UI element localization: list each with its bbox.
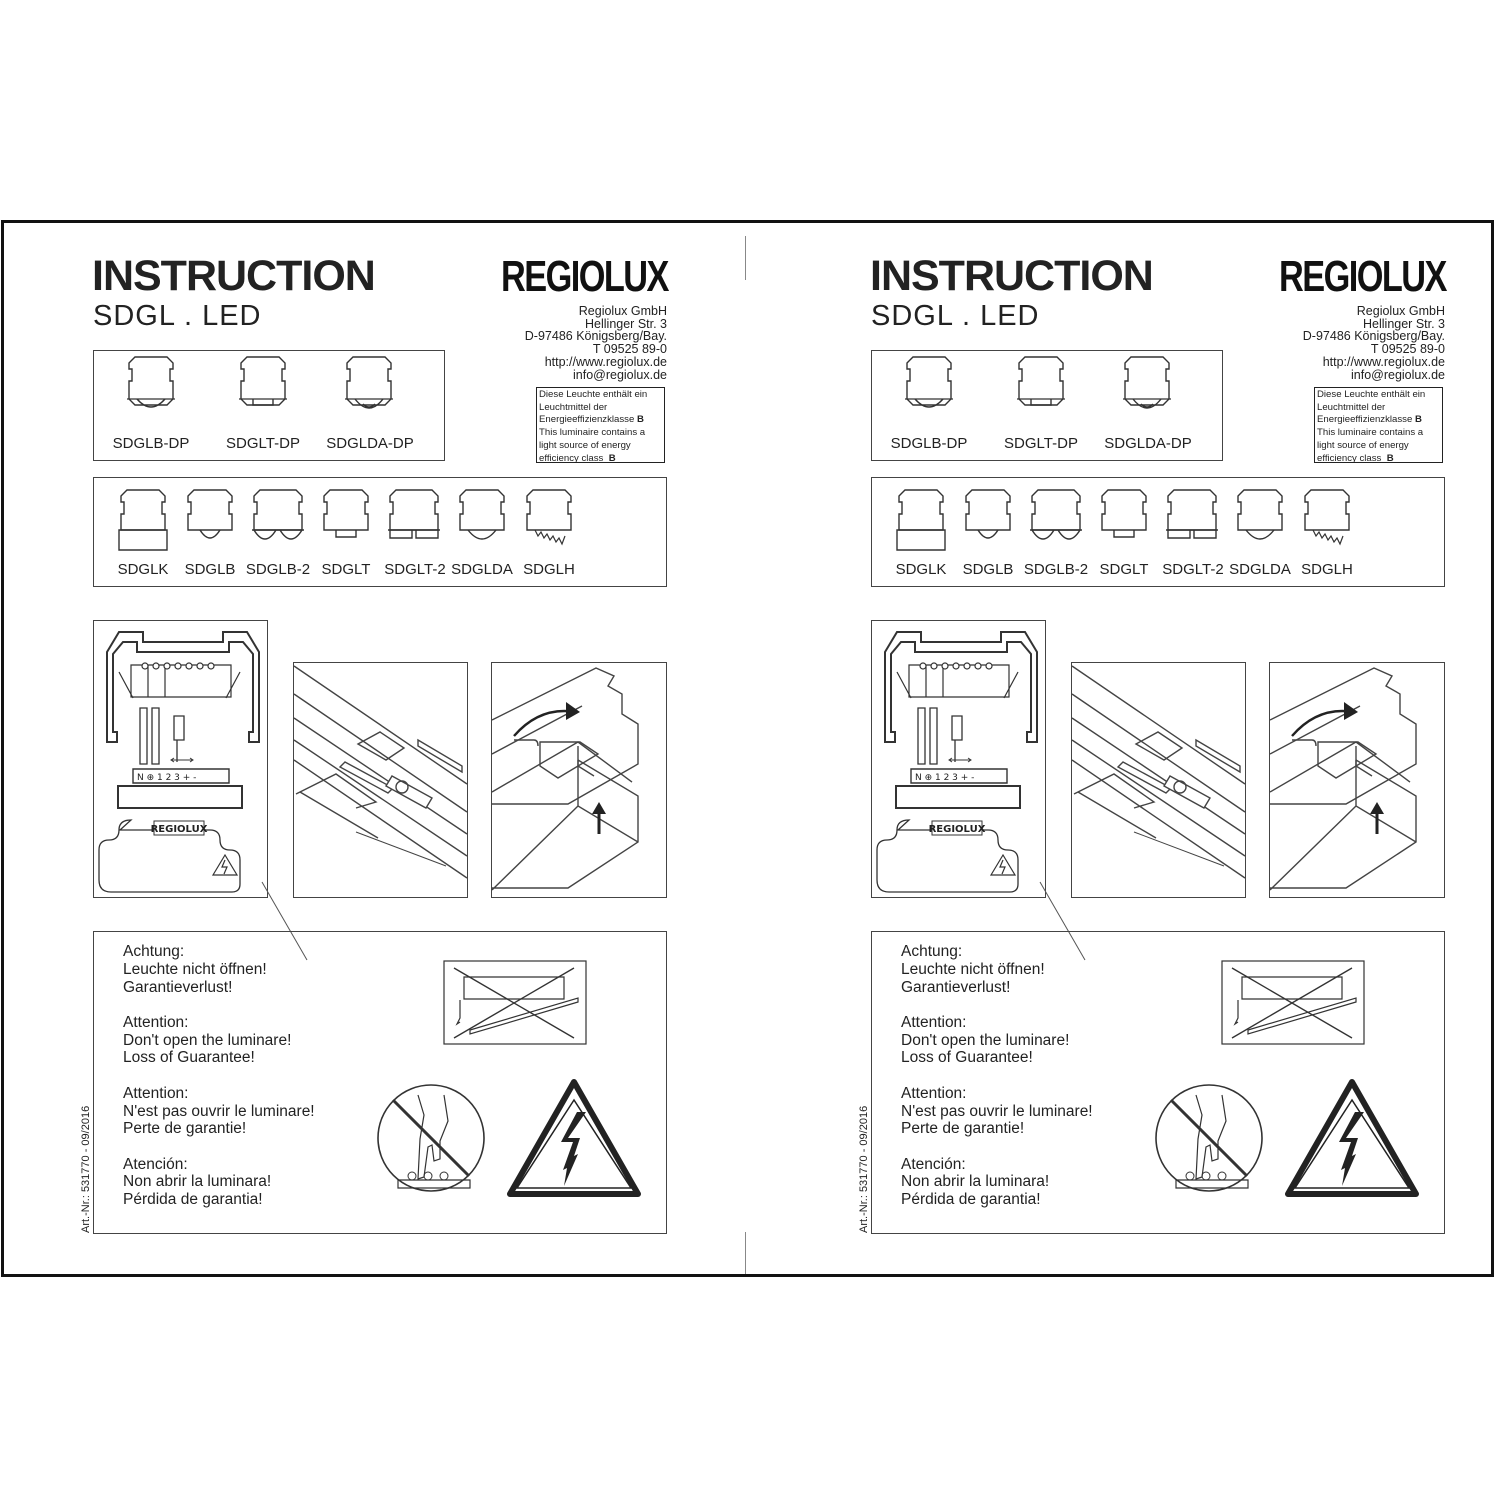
warning-fr: Attention: N'est pas ouvrir le luminare! Perte de garantie! — [901, 1084, 1093, 1138]
energy-line: This luminaire contains a — [1317, 427, 1424, 439]
energy-class: B — [1386, 452, 1394, 464]
address-line: D-97486 Königsberg/Bay. — [1302, 329, 1445, 344]
high-voltage-triangle-icon — [1288, 1082, 1416, 1194]
energy-line: efficiency class — [539, 452, 604, 464]
energy-line: This luminaire contains a — [539, 427, 646, 439]
energy-line: light source of energy — [539, 439, 631, 451]
diagram-brand: REGIOLUX — [928, 824, 986, 835]
dp-model-label: SDGLB-DP — [890, 435, 968, 452]
warning-de: Achtung: Leuchte nicht öffnen! Garantieverlust! — [123, 943, 267, 996]
energy-line: Energieeffizienzklasse — [539, 414, 635, 426]
model-label: SDGLK — [895, 561, 947, 578]
address-link[interactable]: http://www.regiolux.de — [544, 354, 667, 369]
page-subtitle: SDGL . LED — [93, 300, 262, 332]
fold-mark-bottom — [745, 1232, 746, 1274]
energy-class: B — [1414, 414, 1422, 426]
terminal-label: N ⊕ 1 2 3 + - — [915, 773, 975, 783]
model-label: SDGLT-2 — [384, 561, 446, 578]
model-label: SDGLB — [184, 561, 236, 578]
model-label: SDGLH — [1301, 561, 1353, 578]
address-line: Regiolux GmbH — [578, 304, 667, 318]
warning-es: Atención: Non abrir la luminara! Pérdida de garantia! — [901, 1155, 1050, 1209]
address-line: D-97486 Königsberg/Bay. — [524, 329, 667, 344]
address-line: Hellinger Str. 3 — [1363, 316, 1445, 331]
dp-model-label: SDGLT-DP — [1004, 435, 1078, 452]
energy-class: B — [608, 452, 616, 464]
address-line: Regiolux GmbH — [1356, 304, 1445, 318]
warning-es: Atención: Non abrir la luminara! Pérdida de garantia! — [123, 1155, 272, 1209]
energy-line: Diese Leuchte enthält ein — [1317, 389, 1426, 400]
energy-line: Leuchtmittel der — [539, 401, 608, 413]
fold-mark-top — [745, 236, 746, 280]
address-line: T 09525 89-0 — [592, 342, 667, 357]
energy-line: Leuchtmittel der — [1317, 401, 1386, 413]
article-number: Art.-Nr.: 531770 - 09/2016 — [858, 1105, 870, 1233]
model-label: SDGLB-2 — [245, 561, 311, 578]
crossed-open-icon — [1222, 961, 1364, 1044]
model-label: SDGLT — [321, 561, 371, 578]
address-line: Hellinger Str. 3 — [585, 316, 667, 331]
model-label: SDGLDA — [1229, 561, 1291, 578]
energy-class: B — [636, 414, 644, 426]
warning-en: Attention: Don't open the luminare! Loss of Guarantee! — [901, 1013, 1070, 1067]
page-title: INSTRUCTION — [92, 252, 375, 300]
email-link[interactable]: info@regiolux.de — [1351, 367, 1445, 382]
dp-model-label: SDGLDA-DP — [326, 435, 414, 452]
diagram-brand: REGIOLUX — [150, 824, 208, 835]
page-subtitle: SDGL . LED — [871, 300, 1040, 332]
model-label: SDGLB-2 — [1023, 561, 1089, 578]
model-label: SDGLK — [117, 561, 169, 578]
energy-line: efficiency class — [1317, 452, 1382, 464]
warning-icons — [0, 220, 700, 1320]
article-number: Art.-Nr.: 531770 - 09/2016 — [80, 1105, 92, 1233]
no-touch-hand-icon — [1156, 1085, 1262, 1191]
warning-de: Achtung: Leuchte nicht öffnen! Garantieverlust! — [901, 943, 1045, 996]
model-label: SDGLB — [962, 561, 1014, 578]
model-label: SDGLDA — [451, 561, 513, 578]
warning-fr: Attention: N'est pas ouvrir le luminare! Perte de garantie! — [123, 1084, 315, 1138]
model-label: SDGLT — [1099, 561, 1149, 578]
energy-line: Diese Leuchte enthält ein — [539, 389, 648, 400]
email-link[interactable]: info@regiolux.de — [573, 367, 667, 382]
page-title: INSTRUCTION — [870, 252, 1153, 300]
crossed-open-icon — [444, 961, 586, 1044]
no-touch-hand-icon — [378, 1085, 484, 1191]
instruction-page-left — [0, 220, 745, 1277]
address-link[interactable]: http://www.regiolux.de — [1322, 354, 1445, 369]
dp-model-label: SDGLT-DP — [226, 435, 300, 452]
high-voltage-triangle-icon — [510, 1082, 638, 1194]
brand-logo: REGIOLUX — [1279, 252, 1446, 301]
model-label: SDGLT-2 — [1162, 561, 1224, 578]
energy-line: light source of energy — [1317, 439, 1409, 451]
instruction-page-right — [778, 220, 1500, 1277]
model-label: SDGLH — [523, 561, 575, 578]
terminal-label: N ⊕ 1 2 3 + - — [137, 773, 197, 783]
dp-model-label: SDGLB-DP — [112, 435, 190, 452]
energy-line: Energieeffizienzklasse — [1317, 414, 1413, 426]
dp-model-label: SDGLDA-DP — [1104, 435, 1192, 452]
address-line: T 09525 89-0 — [1370, 342, 1445, 357]
warning-en: Attention: Don't open the luminare! Loss of Guarantee! — [123, 1013, 292, 1067]
brand-logo: REGIOLUX — [501, 252, 668, 301]
warning-icons — [778, 220, 1478, 1320]
